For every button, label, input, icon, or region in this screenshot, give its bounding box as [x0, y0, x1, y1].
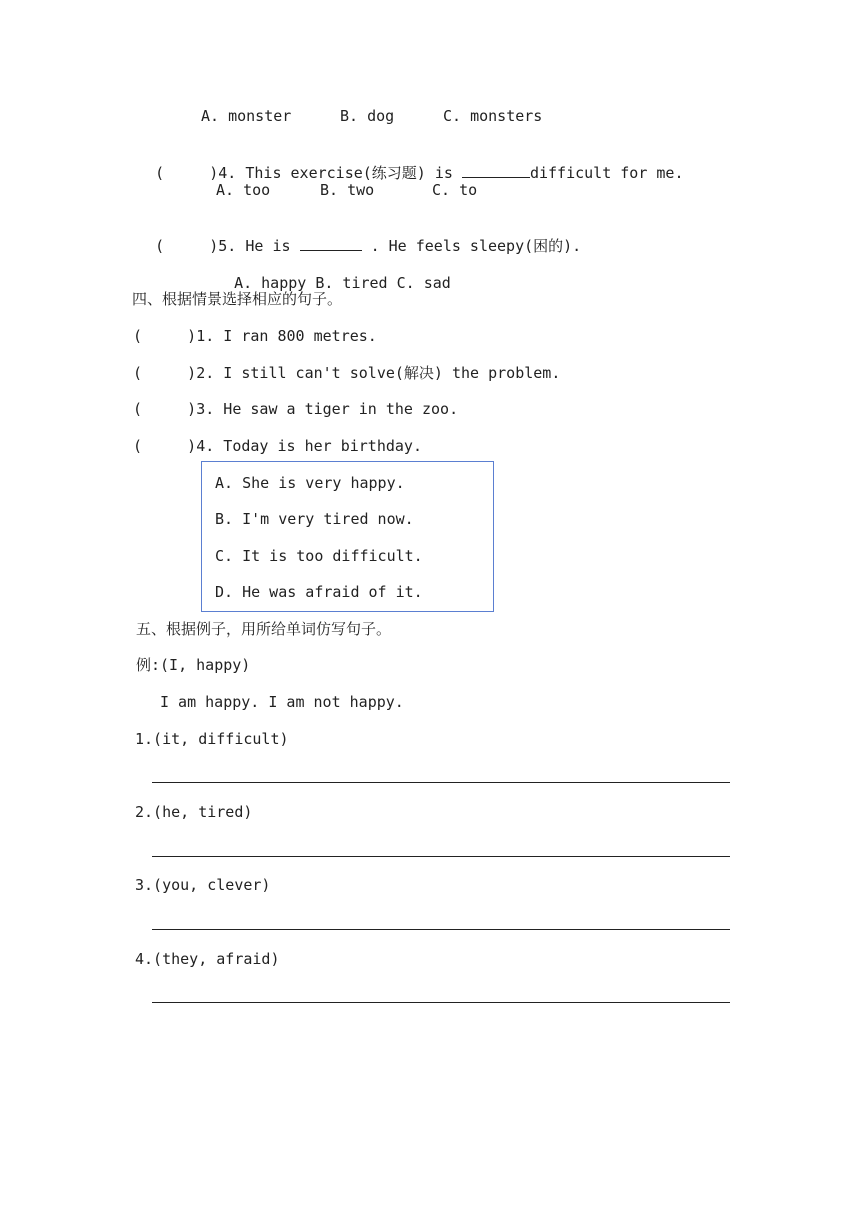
- choice-a: A. She is very happy.: [215, 474, 405, 492]
- q5-option-c: C. sad: [396, 274, 451, 292]
- choice-d: D. He was afraid of it.: [215, 583, 423, 601]
- part5-item-3: 3.(you, clever): [135, 876, 271, 894]
- part4-item-2: ( )2. I still can't solve(解决) the problem.: [133, 364, 561, 382]
- part4-item-1: ( )1. I ran 800 metres.: [133, 327, 377, 345]
- q4-text-before: This exercise(练习题) is: [245, 164, 462, 182]
- part5-item-2: 2.(he, tired): [135, 803, 253, 821]
- part4-item-3: ( )3. He saw a tiger in the zoo.: [133, 400, 459, 418]
- q4-text-after: difficult for me.: [529, 164, 684, 182]
- q5-blank: [300, 236, 362, 251]
- choice-b: B. I'm very tired now.: [215, 510, 414, 528]
- part5-item-4: 4.(they, afraid): [135, 950, 280, 968]
- question-4: [137, 143, 684, 183]
- part5-item-1: 1.(it, difficult): [135, 730, 289, 748]
- q5-paren: ( )5.: [155, 237, 237, 255]
- q4-option-b: B. two: [320, 181, 375, 199]
- answer-line-1[interactable]: [152, 782, 730, 783]
- example-answer: I am happy. I am not happy.: [160, 693, 404, 711]
- choice-c: C. It is too difficult.: [215, 547, 423, 565]
- q4-option-a: A. too: [216, 181, 271, 199]
- example-label: 例:(I, happy): [136, 656, 251, 674]
- answer-line-4[interactable]: [152, 1002, 730, 1003]
- q5-options: [216, 253, 451, 293]
- q5-option-b: B. tired: [315, 274, 388, 292]
- q3-option-c: C. monsters: [443, 107, 543, 125]
- q3-option-a: A. monster: [201, 107, 292, 125]
- q3-option-b: B. dog: [340, 107, 395, 125]
- section-4-heading: 四、根据情景选择相应的句子。: [132, 290, 343, 308]
- q5-option-a: A. happy: [234, 274, 307, 292]
- section-5-heading: 五、根据例子，用所给单词仿写句子。: [136, 620, 392, 638]
- q5-text-after: . He feels sleepy(困的).: [361, 237, 582, 255]
- answer-line-3[interactable]: [152, 929, 730, 930]
- part4-item-4: ( )4. Today is her birthday.: [133, 437, 422, 455]
- q5-text-before: He is: [245, 237, 300, 255]
- q4-option-c: C. to: [432, 181, 478, 199]
- answer-line-2[interactable]: [152, 856, 730, 857]
- question-5: [137, 216, 581, 256]
- q4-paren: ( )4.: [155, 164, 237, 182]
- q4-blank: [462, 163, 530, 178]
